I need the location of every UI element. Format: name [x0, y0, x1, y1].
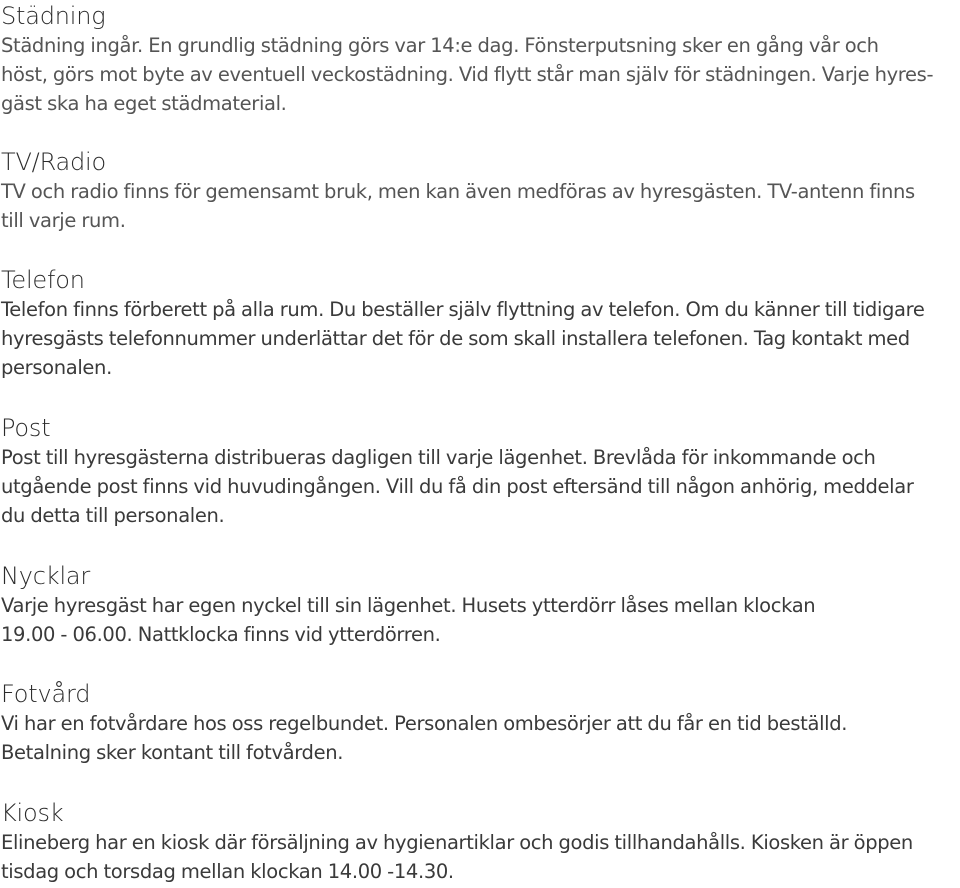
section-telefon — [1, 266, 959, 382]
text-line: personalen. — [1, 356, 112, 379]
text-line: Post till hyresgästerna distribueras dagligen till varje lägenhet. Brevlåda för inkommande och — [1, 446, 876, 469]
text-line: TV och radio finns för gemensamt bruk, men kan även medföras av hyresgästen. TV-antenn finns — [1, 180, 915, 203]
paragraph-nycklar — [1, 591, 959, 649]
text-line: till varje rum. — [1, 209, 126, 232]
text-line: tisdag och torsdag mellan klockan 14.00 -14.30. — [1, 860, 454, 883]
heading-telefon: Telefon — [1, 266, 85, 294]
text-line: Betalning sker kontant till fotvården. — [1, 741, 344, 764]
section-stadning — [1, 2, 959, 118]
heading-tv-radio: TV/Radio — [1, 148, 107, 176]
text-line: Varje hyresgäst har egen nyckel till sin lägenhet. Husets ytterdörr låses mellan klockan — [1, 594, 816, 617]
text-line: Vi har en fotvårdare hos oss regelbundet. Personalen ombesörjer att du får en tid beställd. — [1, 712, 848, 735]
heading-stadning: Städning — [1, 2, 106, 30]
text-line: gäst ska ha eget städmaterial. — [1, 92, 287, 115]
paragraph-tv-radio — [1, 177, 959, 235]
text-line: Telefon finns förberett på alla rum. Du beställer själv flyttning av telefon. Om du känner till tidigare — [1, 298, 925, 321]
paragraph-stadning — [1, 31, 959, 118]
heading-kiosk: Kiosk — [1, 799, 64, 827]
section-fotvard — [1, 680, 959, 767]
heading-post: Post — [1, 414, 51, 442]
paragraph-telefon — [1, 295, 959, 382]
paragraph-fotvard — [1, 709, 959, 767]
section-post — [1, 414, 959, 530]
text-line: höst, görs mot byte av eventuell veckostädning. Vid flytt står man själv för städningen. Varje hyres- — [1, 63, 934, 86]
text-line: hyresgästs telefonnummer underlättar det för de som skall installera telefonen. Tag kontakt med — [1, 327, 910, 350]
section-kiosk — [1, 799, 959, 886]
paragraph-kiosk — [1, 828, 959, 886]
text-line: Städning ingår. En grundlig städning görs var 14:e dag. Fönsterputsning sker en gång vår och — [1, 34, 879, 57]
heading-nycklar: Nycklar — [1, 562, 91, 590]
section-nycklar — [1, 562, 959, 649]
heading-fotvard: Fotvård — [1, 680, 91, 708]
text-line: utgående post finns vid huvudingången. Vill du få din post eftersänd till någon anhörig, meddelar — [1, 475, 914, 498]
section-tv-radio — [1, 148, 959, 235]
text-line: du detta till personalen. — [1, 504, 225, 527]
text-line: Elineberg har en kiosk där försäljning av hygienartiklar och godis tillhandahålls. Kiosken är öppen — [1, 831, 913, 854]
text-line: 19.00 - 06.00. Nattklocka finns vid ytterdörren. — [1, 623, 441, 646]
paragraph-post — [1, 443, 959, 530]
